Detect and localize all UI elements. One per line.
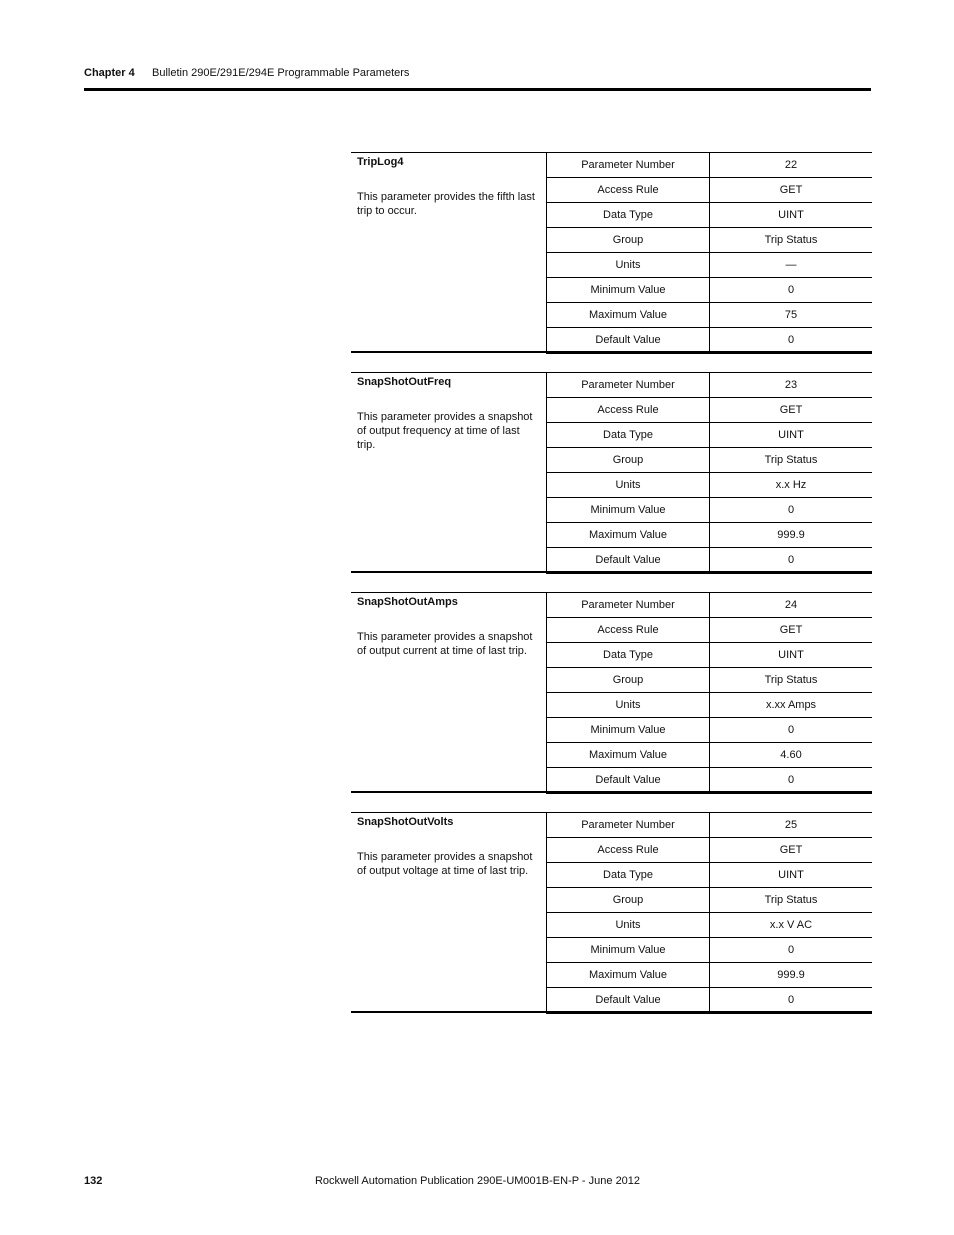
attribute-label: Parameter Number	[547, 373, 710, 398]
parameter-name: TripLog4	[357, 156, 404, 168]
attribute-label: Default Value	[547, 548, 710, 574]
page-header	[84, 67, 871, 87]
table-row	[547, 203, 873, 228]
attribute-label: Access Rule	[547, 838, 710, 863]
attribute-value: GET	[710, 838, 873, 863]
attribute-value: x.xx Amps	[710, 693, 873, 718]
attribute-value: 0	[710, 988, 873, 1014]
table-row	[547, 178, 873, 203]
table-row	[547, 813, 873, 838]
attribute-label: Parameter Number	[547, 153, 710, 178]
attribute-label: Units	[547, 253, 710, 278]
attribute-value: UINT	[710, 423, 873, 448]
attribute-value: Trip Status	[710, 888, 873, 913]
attribute-label: Maximum Value	[547, 963, 710, 988]
table-row	[547, 473, 873, 498]
table-row	[547, 768, 873, 794]
attribute-value: 24	[710, 593, 873, 618]
parameter-attributes-table	[546, 372, 872, 574]
attribute-label: Parameter Number	[547, 593, 710, 618]
attribute-value: 0	[710, 548, 873, 574]
block-bottom-rule	[351, 351, 872, 353]
attribute-label: Access Rule	[547, 618, 710, 643]
page-footer	[84, 1175, 871, 1191]
attribute-value: 0	[710, 938, 873, 963]
table-row	[547, 668, 873, 693]
parameter-block	[351, 592, 872, 792]
parameter-block	[351, 152, 872, 352]
table-row	[547, 888, 873, 913]
attribute-label: Group	[547, 888, 710, 913]
attribute-label: Minimum Value	[547, 718, 710, 743]
table-row	[547, 548, 873, 574]
attribute-label: Units	[547, 473, 710, 498]
attribute-value: GET	[710, 178, 873, 203]
table-row	[547, 643, 873, 668]
attribute-label: Minimum Value	[547, 938, 710, 963]
attribute-label: Group	[547, 448, 710, 473]
attribute-value: 75	[710, 303, 873, 328]
attribute-value: x.x V AC	[710, 913, 873, 938]
table-row	[547, 373, 873, 398]
parameter-block	[351, 812, 872, 1012]
attribute-value: 999.9	[710, 523, 873, 548]
attribute-label: Data Type	[547, 203, 710, 228]
parameter-description: This parameter provides a snapshot of output voltage at time of last trip.	[357, 851, 533, 877]
parameter-description: This parameter provides a snapshot of output frequency at time of last trip.	[357, 411, 533, 451]
attribute-value: 23	[710, 373, 873, 398]
table-row	[547, 963, 873, 988]
parameter-name: SnapShotOutFreq	[357, 376, 452, 388]
attribute-label: Default Value	[547, 988, 710, 1014]
attribute-value: UINT	[710, 863, 873, 888]
attribute-label: Default Value	[547, 328, 710, 354]
table-row	[547, 278, 873, 303]
block-bottom-rule	[351, 791, 872, 793]
attribute-label: Access Rule	[547, 178, 710, 203]
table-row	[547, 693, 873, 718]
table-row	[547, 718, 873, 743]
table-row	[547, 423, 873, 448]
table-row	[547, 593, 873, 618]
attribute-label: Maximum Value	[547, 303, 710, 328]
attribute-label: Access Rule	[547, 398, 710, 423]
parameter-attributes-table	[546, 812, 872, 1014]
attribute-label: Default Value	[547, 768, 710, 794]
table-row	[547, 988, 873, 1014]
table-row	[547, 618, 873, 643]
block-bottom-rule	[351, 1011, 872, 1013]
page-number: 132	[84, 1175, 103, 1187]
attribute-label: Maximum Value	[547, 743, 710, 768]
table-row	[547, 863, 873, 888]
parameter-attributes-table	[546, 592, 872, 794]
attribute-value: Trip Status	[710, 668, 873, 693]
attribute-label: Minimum Value	[547, 278, 710, 303]
parameter-name: SnapShotOutVolts	[357, 816, 454, 828]
attribute-label: Units	[547, 693, 710, 718]
table-row	[547, 498, 873, 523]
parameter-description: This parameter provides the fifth last trip to occur.	[357, 191, 535, 217]
attribute-value: GET	[710, 398, 873, 423]
table-row	[547, 523, 873, 548]
table-row	[547, 743, 873, 768]
attribute-value: GET	[710, 618, 873, 643]
attribute-label: Data Type	[547, 863, 710, 888]
parameter-block	[351, 372, 872, 572]
attribute-value: x.x Hz	[710, 473, 873, 498]
parameter-description: This parameter provides a snapshot of output current at time of last trip.	[357, 631, 533, 657]
attribute-label: Maximum Value	[547, 523, 710, 548]
table-row	[547, 838, 873, 863]
attribute-value: Trip Status	[710, 228, 873, 253]
table-row	[547, 228, 873, 253]
table-row	[547, 938, 873, 963]
attribute-label: Data Type	[547, 423, 710, 448]
attribute-value: 4.60	[710, 743, 873, 768]
attribute-value: 999.9	[710, 963, 873, 988]
attribute-value: 0	[710, 278, 873, 303]
chapter-label: Chapter 4	[84, 67, 135, 79]
attribute-label: Group	[547, 668, 710, 693]
attribute-value: UINT	[710, 643, 873, 668]
table-row	[547, 328, 873, 354]
attribute-value: —	[710, 253, 873, 278]
header-rule	[84, 88, 871, 91]
parameter-attributes-table	[546, 152, 872, 354]
table-row	[547, 303, 873, 328]
attribute-label: Minimum Value	[547, 498, 710, 523]
attribute-value: UINT	[710, 203, 873, 228]
table-row	[547, 913, 873, 938]
parameter-name: SnapShotOutAmps	[357, 596, 458, 608]
publication-info: Rockwell Automation Publication 290E-UM001B-EN-P - June 2012	[314, 1175, 641, 1187]
attribute-value: 22	[710, 153, 873, 178]
header-title: Bulletin 290E/291E/294E Programmable Parameters	[152, 67, 410, 79]
attribute-value: 0	[710, 328, 873, 354]
attribute-label: Group	[547, 228, 710, 253]
attribute-value: 0	[710, 498, 873, 523]
block-bottom-rule	[351, 571, 872, 573]
attribute-label: Units	[547, 913, 710, 938]
table-row	[547, 448, 873, 473]
attribute-value: Trip Status	[710, 448, 873, 473]
attribute-value: 0	[710, 718, 873, 743]
attribute-value: 25	[710, 813, 873, 838]
table-row	[547, 398, 873, 423]
attribute-label: Data Type	[547, 643, 710, 668]
table-row	[547, 153, 873, 178]
attribute-label: Parameter Number	[547, 813, 710, 838]
table-row	[547, 253, 873, 278]
attribute-value: 0	[710, 768, 873, 794]
